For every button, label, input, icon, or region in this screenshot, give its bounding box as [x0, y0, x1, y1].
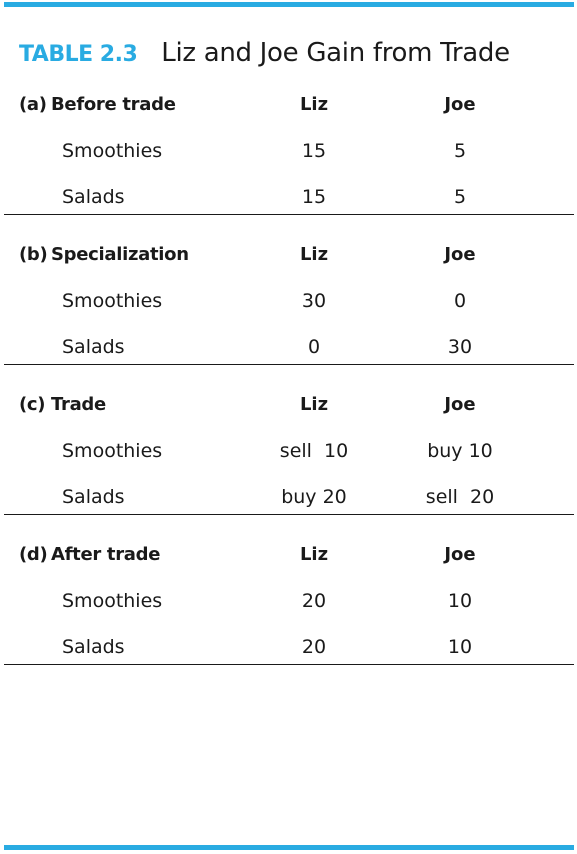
bottom-accent-rule: [4, 845, 574, 850]
table-row: [4, 286, 574, 316]
joe-value: 5: [453, 140, 467, 162]
section-letter: (d): [19, 544, 48, 565]
table-number: TABLE 2.3: [19, 42, 138, 67]
table-row: [4, 136, 574, 166]
liz-value: 0: [307, 336, 321, 358]
column-header-joe: Joe: [444, 94, 476, 115]
row-label: Salads: [62, 636, 125, 658]
row-label: Salads: [62, 486, 125, 508]
section-trade: [4, 390, 574, 515]
row-label: Smoothies: [62, 590, 163, 612]
joe-value: 10: [447, 590, 473, 612]
column-header-liz: Liz: [299, 394, 329, 415]
row-label: Smoothies: [62, 290, 163, 312]
column-header-joe: Joe: [444, 544, 476, 565]
section-header-row: [4, 390, 574, 420]
joe-value: buy 10: [427, 440, 493, 462]
joe-value: 0: [453, 290, 467, 312]
row-label: Salads: [62, 336, 125, 358]
joe-value: 5: [453, 186, 467, 208]
column-header-liz: Liz: [299, 244, 329, 265]
section-letter: (b): [19, 244, 48, 265]
row-label: Smoothies: [62, 140, 163, 162]
section-before-trade: [4, 90, 574, 215]
table-row: [4, 586, 574, 616]
liz-value: 20: [301, 636, 327, 658]
section-header-row: [4, 540, 574, 570]
section-header-row: [4, 90, 574, 120]
column-header-joe: Joe: [444, 244, 476, 265]
table-row: [4, 632, 574, 662]
column-header-liz: Liz: [299, 94, 329, 115]
section-label: Specialization: [51, 244, 189, 265]
liz-value: 15: [301, 186, 327, 208]
section-after-trade: [4, 540, 574, 665]
section-letter: (c): [19, 394, 46, 415]
liz-value: 30: [301, 290, 327, 312]
joe-value: 30: [447, 336, 473, 358]
table-row: [4, 182, 574, 212]
column-header-joe: Joe: [444, 394, 476, 415]
liz-value: buy 20: [281, 486, 347, 508]
joe-value: sell 20: [425, 486, 495, 508]
row-label: Salads: [62, 186, 125, 208]
section-specialization: [4, 240, 574, 365]
table-row: [4, 482, 574, 512]
table-caption: [19, 38, 510, 74]
liz-value: 15: [301, 140, 327, 162]
joe-value: 10: [447, 636, 473, 658]
section-header-row: [4, 240, 574, 270]
column-header-liz: Liz: [299, 544, 329, 565]
section-label: After trade: [51, 544, 161, 565]
table-row: [4, 332, 574, 362]
row-label: Smoothies: [62, 440, 163, 462]
table-title: Liz and Joe Gain from Trade: [161, 38, 510, 68]
table-row: [4, 436, 574, 466]
section-label: Before trade: [51, 94, 176, 115]
section-letter: (a): [19, 94, 47, 115]
liz-value: sell 10: [279, 440, 349, 462]
top-accent-rule: [4, 2, 574, 7]
section-label: Trade: [51, 394, 106, 415]
liz-value: 20: [301, 590, 327, 612]
